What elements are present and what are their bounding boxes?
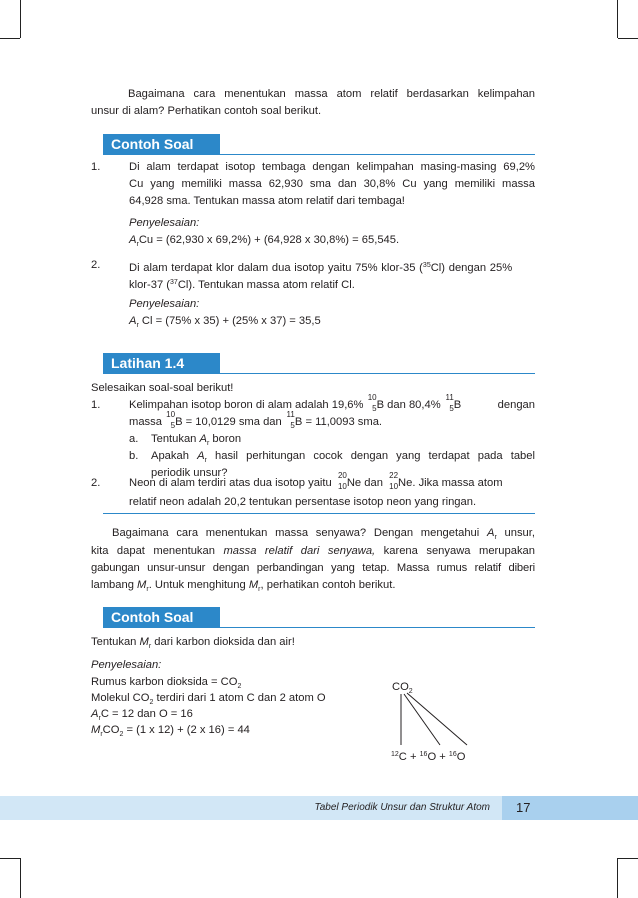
paragraph-line: Bagaimana cara menentukan massa senyawa? Dengan mengetahui $A_r$ unsur, xyxy=(112,527,535,541)
banner-rule xyxy=(103,373,535,374)
solution-text: $M_rCO_2 = (1$ x 12) + (2 x 16) = 44 xyxy=(91,724,250,738)
sub-question: Tentukan $A_r$ boron xyxy=(151,433,242,447)
question-number: 1. xyxy=(91,161,101,173)
banner-rule xyxy=(103,154,535,155)
crop-mark xyxy=(618,38,638,39)
question-text: Neon di alam terdiri atas dua isotop yaitu 20 10 Ne dan 22 10 Ne. Jika massa atom xyxy=(129,471,503,491)
isotope-notation: 22 10 xyxy=(389,471,399,491)
isotope-notation: 11 5 xyxy=(286,410,295,430)
question-text: Tentukan $M_r$ dari karbon dioksida dan air! xyxy=(91,636,295,650)
crop-mark xyxy=(0,38,20,39)
question-number: 2. xyxy=(91,477,101,489)
crop-mark xyxy=(618,858,638,859)
diagram-line xyxy=(407,693,467,745)
diagram-molecule: $CO_2$ xyxy=(392,681,413,695)
intro-line-1: Bagaimana cara menentukan massa atom relatif berdasarkan kelimpahan xyxy=(128,88,535,100)
banner-rule xyxy=(103,627,535,628)
question-text: klor-37 ($^{37}$Cl). Tentukan massa atom relatif Cl. xyxy=(129,279,355,291)
crop-mark xyxy=(20,0,21,38)
solution-text: Molekul $CO_2$ terdiri dari 1 atom C dan 2 atom O xyxy=(91,692,326,706)
solution-label: Penyelesaian: xyxy=(129,298,200,310)
solution-text: $A_rC = 12$ dan O = 16 xyxy=(91,708,193,722)
sub-label: a. xyxy=(129,433,139,445)
page-number: 17 xyxy=(516,800,531,815)
question-text: massa 10 5 B = 10,0129 sma dan 11 5 B = 11,0093 sma. xyxy=(129,410,383,430)
solution-text: Rumus karbon dioksida = $CO_2$ xyxy=(91,676,242,690)
question-number: 1. xyxy=(91,399,101,411)
paragraph-line: gabungan unsur-unsur dengan perbandingan yang tetap. Massa rumus relatif diberi xyxy=(91,562,535,574)
solution-label: Penyelesaian: xyxy=(91,659,162,671)
isotope-notation: 10 5 xyxy=(367,393,377,413)
intro-line-2: unsur di alam? Perhatikan contoh soal berikut. xyxy=(91,105,322,117)
question-text: 64,928 sma. Tentukan massa atom relatif dari tembaga! xyxy=(129,195,405,207)
example-banner: Contoh Soal xyxy=(103,134,220,155)
sub-question: Apakah $A_r$ hasil perhitungan cocok dengan yang terdapat pada tabel xyxy=(151,450,535,464)
sub-question: periodik unsur? xyxy=(151,467,228,479)
question-text: Cu yang memiliki massa 62,930 sma dan 30,8% Cu yang memiliki massa xyxy=(129,178,535,190)
paragraph-line: kita dapat menentukan massa relatif dari senyawa, karena senyawa merupakan xyxy=(91,545,535,557)
sub-label: b. xyxy=(129,450,139,462)
solution-text: $A_rCu = (62,930$ x 69,2%) + (64,928 x 30,8%) = 65,545. xyxy=(129,234,400,248)
crop-mark xyxy=(617,858,618,898)
question-text: relatif neon adalah 20,2 tentukan persentase isotop neon yang ringan. xyxy=(129,496,477,508)
isotope-notation: 10 5 xyxy=(166,410,176,430)
exercise-banner: Latihan 1.4 xyxy=(103,353,220,374)
diagram-atoms: $^{12}$C + $^{16}$O + $^{16}$O xyxy=(391,751,466,763)
example-banner: Contoh Soal xyxy=(103,607,220,628)
footer-title: Tabel Periodik Unsur dan Struktur Atom xyxy=(314,802,490,813)
isotope-notation: 11 5 xyxy=(445,393,454,413)
diagram-line xyxy=(404,694,440,745)
paragraph-line: lambang $M_r$. Untuk menghitung $M_r$, perhatikan contoh berikut. xyxy=(91,579,396,593)
section-rule xyxy=(103,513,535,514)
exercise-instruction: Selesaikan soal-soal berikut! xyxy=(91,382,234,394)
solution-label: Penyelesaian: xyxy=(129,217,200,229)
question-text: Kelimpahan isotop boron di alam adalah 19,6% 10 5 B dan 80,4% 11 5 B dengan xyxy=(129,393,535,413)
crop-mark xyxy=(20,858,21,898)
crop-mark xyxy=(0,858,20,859)
diagram-lines xyxy=(390,690,480,750)
solution-text: $A_r$ Cl = (75% x 35) + (25% x 37) = 35,5 xyxy=(129,315,321,329)
question-number: 2. xyxy=(91,259,101,271)
question-text: Di alam terdapat isotop tembaga dengan kelimpahan masing-masing 69,2% xyxy=(129,161,535,173)
isotope-notation: 20 10 xyxy=(337,471,347,491)
question-text: Di alam terdapat klor dalam dua isotop yaitu 75% klor-35 ($^{35}$Cl) dengan 25% xyxy=(129,262,513,274)
crop-mark xyxy=(617,0,618,38)
